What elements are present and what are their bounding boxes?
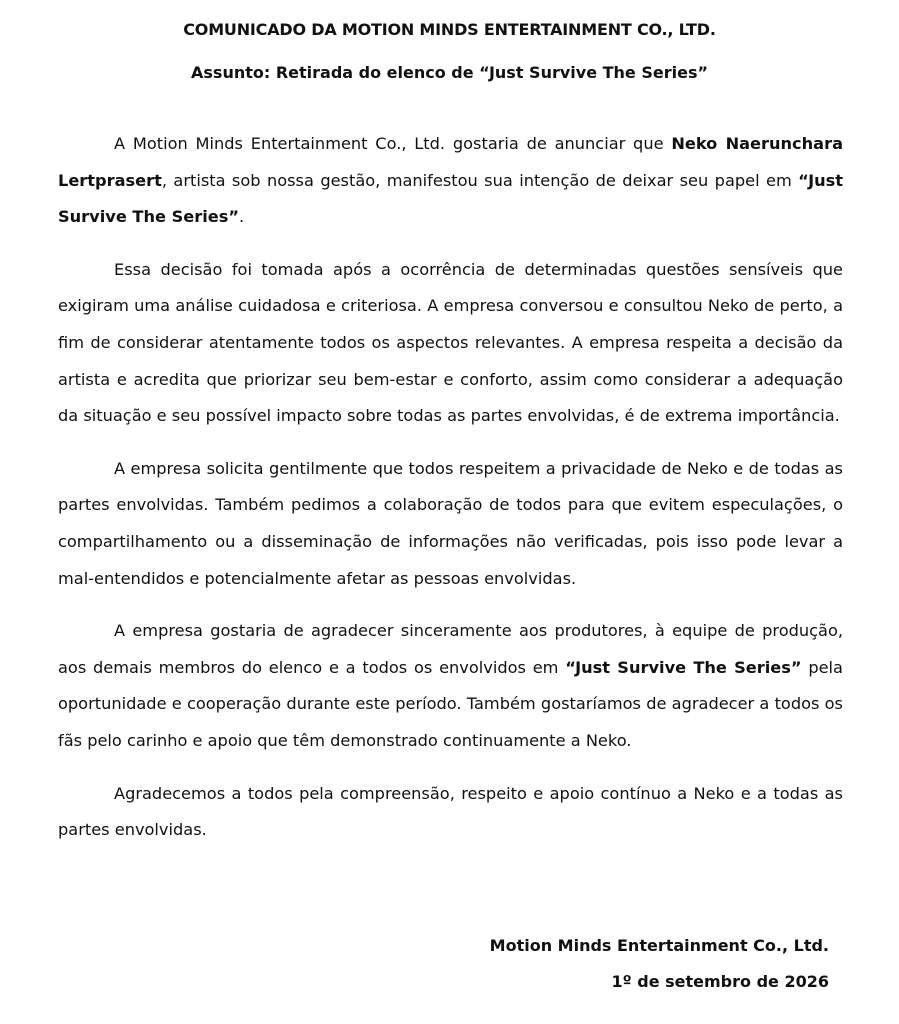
paragraph-privacy: A empresa solicita gentilmente que todos respeitem a privacidade de Neko e de todas as partes envolvidas. Também pedimos a colaboração de todos para que evitem especulações, o compartilhamento ou a disseminação de informações não verificadas, pois isso pode levar a mal-entendidos e potencialmente afetar as pessoas envolvidas. xyxy=(58,458,843,588)
paragraph-text: A empresa gostaria de agradecer sinceramente aos produtores, à equipe de produção, aos demais membros do elenco e a todos os envolvidos em xyxy=(58,621,843,677)
series-title: “Just Survive The Series” xyxy=(565,657,802,677)
document-subject: Assunto: Retirada do elenco de “Just Survive The Series” xyxy=(191,63,708,82)
signature-company: Motion Minds Entertainment Co., Ltd. xyxy=(489,936,829,955)
signature-date: 1º de setembro de 2026 xyxy=(611,972,829,991)
paragraph-announcement xyxy=(58,126,843,236)
document-title: COMUNICADO DA MOTION MINDS ENTERTAINMENT CO., LTD. xyxy=(183,20,716,39)
paragraph-decision: Essa decisão foi tomada após a ocorrência de determinadas questões sensíveis que exigiram uma análise cuidadosa e criteriosa. A empresa conversou e consultou Neko de perto, a fim de considerar atentamente todos os aspectos relevantes. A empresa respeita a decisão da artista e acredita que priorizar seu bem-estar e conforto, assim como considerar a adequação da situação e seu possível impacto sobre todas as partes envolvidas, é de extrema importância. xyxy=(58,259,843,426)
paragraph-text: A Motion Minds Entertainment Co., Ltd. gostaria de anunciar que xyxy=(114,134,672,153)
signature-block xyxy=(490,928,829,1000)
document-body xyxy=(58,126,843,865)
paragraph-text: pela oportunidade e cooperação durante este período. Também gostaríamos de agradecer a todos os fãs pelo carinho e apoio que têm demonstrado continuamente a Neko. xyxy=(58,657,843,750)
artist-name: Neko Naerunchara Lertprasert xyxy=(58,134,844,190)
series-title: “Just Survive The Series” xyxy=(58,170,843,227)
paragraph-closing: Agradecemos a todos pela compreensão, respeito e apoio contínuo a Neko e a todas as partes envolvidas. xyxy=(58,783,843,840)
paragraph-text: . xyxy=(239,207,245,227)
paragraph-thanks xyxy=(58,613,843,759)
paragraph-text: , artista sob nossa gestão, manifestou sua intenção de deixar seu papel em xyxy=(161,170,799,190)
